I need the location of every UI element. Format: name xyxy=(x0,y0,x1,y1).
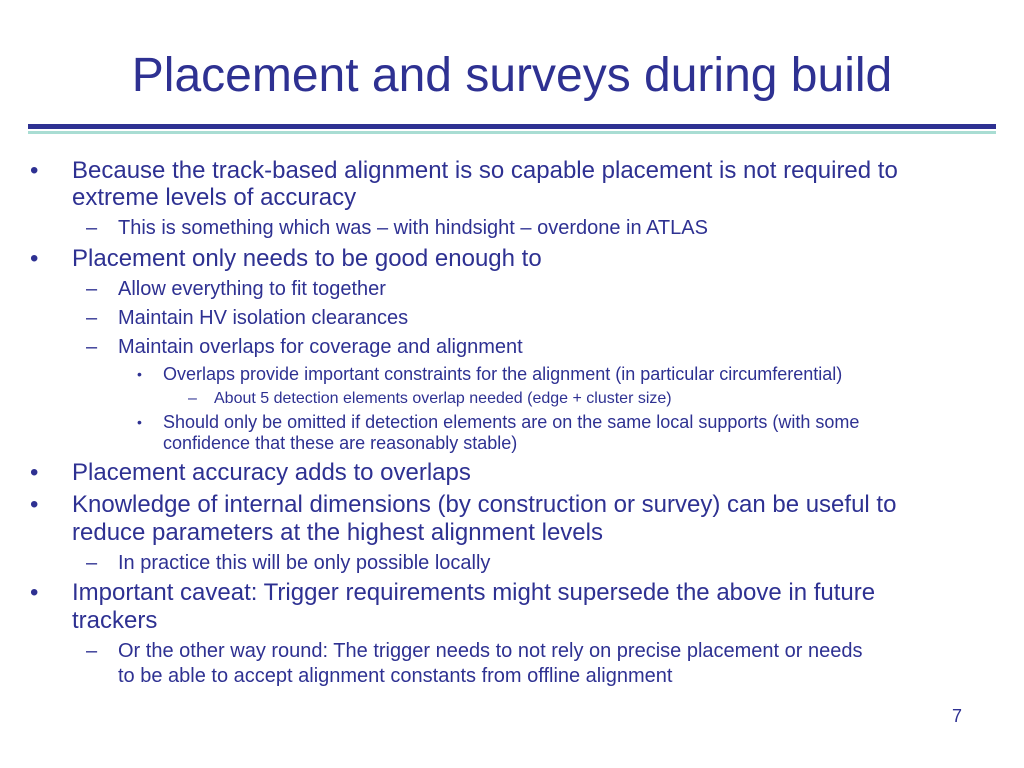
sub-bullet-text-continuation: to be able to accept alignment constants from offline alignment xyxy=(118,665,673,687)
sub-bullet-text: Allow everything to fit together xyxy=(118,278,386,300)
sub-sub-bullet-marker: • xyxy=(137,366,142,382)
title-divider-light xyxy=(28,131,996,134)
bullet-text: Important caveat: Trigger requirements might supersede the above in future xyxy=(72,579,876,606)
level-four-text: About 5 detection elements overlap needed (edge + cluster size) xyxy=(214,390,672,407)
bullet-text: Placement only needs to be good enough to xyxy=(72,245,542,272)
title-divider-dark xyxy=(28,124,996,129)
sub-bullet-marker: – xyxy=(86,552,98,574)
bullet-marker: • xyxy=(30,245,39,272)
page-number: 7 xyxy=(951,706,962,726)
bullet-text: Placement accuracy adds to overlaps xyxy=(72,459,471,486)
sub-bullet-marker: – xyxy=(86,278,98,300)
sub-bullet-marker: – xyxy=(86,640,98,662)
bullet-marker: • xyxy=(30,579,39,606)
bullet-marker: • xyxy=(30,491,39,518)
sub-bullet-text: This is something which was – with hindsight – overdone in ATLAS xyxy=(118,217,708,239)
sub-sub-bullet-text-continuation: confidence that these are reasonably stable) xyxy=(163,433,518,453)
bullet-marker: • xyxy=(30,157,39,184)
bullet-text: Because the track-based alignment is so capable placement is not required to xyxy=(72,157,898,184)
slide-title: Placement and surveys during build xyxy=(131,49,893,102)
sub-bullet-text: Or the other way round: The trigger needs to not rely on precise placement or needs xyxy=(118,640,863,662)
sub-bullet-marker: – xyxy=(86,307,98,329)
sub-bullet-marker: – xyxy=(86,336,98,358)
bullet-text-continuation: trackers xyxy=(72,607,158,634)
bullet-text-continuation: extreme levels of accuracy xyxy=(72,184,357,211)
sub-bullet-text: In practice this will be only possible locally xyxy=(118,552,491,574)
bullet-marker: • xyxy=(30,459,39,486)
bullet-text: Knowledge of internal dimensions (by construction or survey) can be useful to xyxy=(72,491,897,518)
sub-bullet-text: Maintain overlaps for coverage and alignment xyxy=(118,336,523,358)
level-four-marker: – xyxy=(188,390,197,407)
sub-bullet-marker: – xyxy=(86,217,98,239)
sub-sub-bullet-text: Overlaps provide important constraints for the alignment (in particular circumferential) xyxy=(163,364,843,384)
sub-sub-bullet-text: Should only be omitted if detection elements are on the same local supports (with some xyxy=(163,412,860,432)
bullet-text-continuation: reduce parameters at the highest alignment levels xyxy=(72,519,603,546)
sub-sub-bullet-marker: • xyxy=(137,414,142,430)
sub-bullet-text: Maintain HV isolation clearances xyxy=(118,307,409,329)
